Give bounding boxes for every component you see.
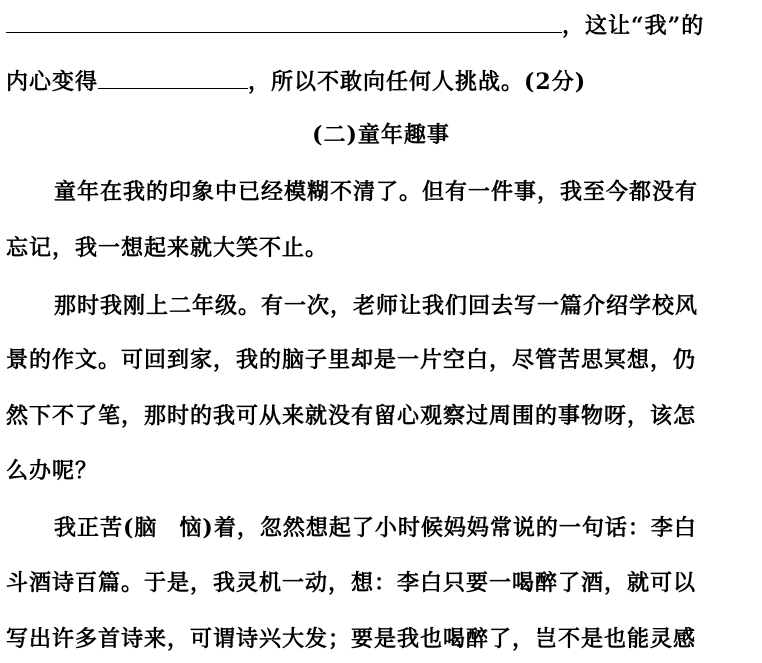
paragraph-3-line-2: 斗酒诗百篇。于是，我灵机一动，想：李白只要一喝醉了酒，就可以 — [6, 570, 697, 596]
section-title: (二)童年趣事 — [312, 122, 450, 148]
paragraph-3-line-1-part-a: 我正苦(脑 — [54, 515, 158, 541]
paragraph-1-line-1: 童年在我的印象中已经模糊不清了。但有一件事，我至今都没有 — [54, 179, 699, 205]
question-line-2 — [6, 60, 752, 100]
paragraph-3-line-1 — [54, 508, 752, 548]
paragraph-2-line-2: 景的作文。可回到家，我的脑子里却是一片空白，尽管苦思冥想，仍 — [6, 347, 697, 373]
question-line-2-suffix: ，所以不敢向任何人挑战。(2分) — [248, 69, 587, 95]
paragraph-2-line-4: 么办呢？ — [6, 458, 99, 484]
question-line-1 — [6, 4, 752, 44]
paragraph-3-line-1-part-b: 恼)着，忽然想起了小时候妈妈常说的一句话：李白 — [179, 515, 697, 541]
question-line-1-text: ，这让“我”的 — [562, 13, 705, 39]
paragraph-1-line-2: 忘记，我一想起来就大笑不止。 — [6, 235, 329, 261]
answer-blank-1[interactable] — [6, 4, 562, 33]
paragraph-2-line-3: 然下不了笔，那时的我可从来就没有留心观察过周围的事物呀，该怎 — [6, 403, 697, 429]
paragraph-2-line-1: 那时我刚上二年级。有一次，老师让我们回去写一篇介绍学校风 — [54, 293, 699, 319]
answer-blank-2[interactable] — [98, 60, 248, 89]
paragraph-3-line-3: 写出许多首诗来，可谓诗兴大发；要是我也喝醉了，岂不是也能灵感 — [6, 626, 697, 652]
question-line-2-prefix: 内心变得 — [6, 69, 99, 95]
